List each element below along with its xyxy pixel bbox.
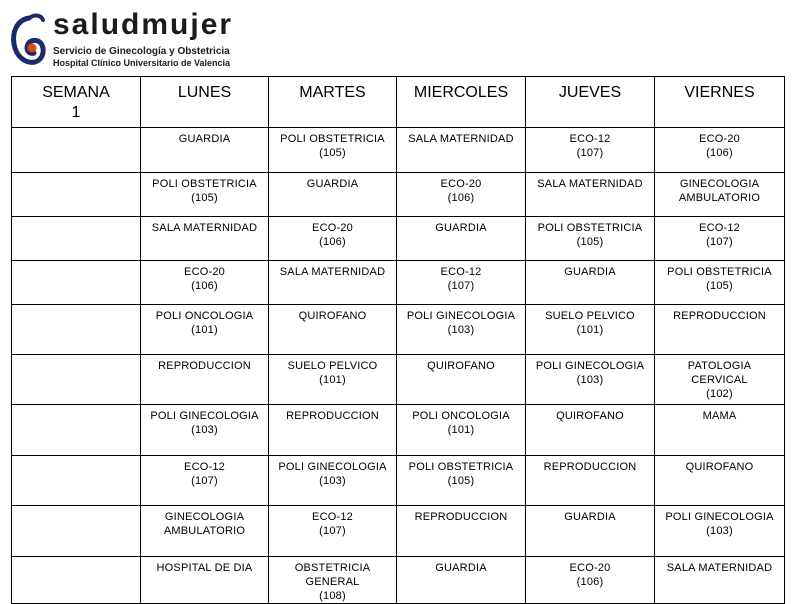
- table-row: [12, 355, 785, 405]
- schedule-cell: [397, 305, 526, 355]
- cell-text: (107): [319, 525, 346, 537]
- cell-text: (105): [447, 475, 475, 487]
- cell-text: ECO-12: [312, 511, 353, 523]
- cell-text: ECO-12: [440, 266, 482, 278]
- cell-text: POLI GINECOLOGIA: [535, 360, 645, 372]
- schedule-cell: [141, 355, 269, 405]
- schedule-cell: [526, 128, 655, 173]
- cell-text: (107): [447, 280, 475, 292]
- schedule-cell: [655, 305, 785, 355]
- cell-text: (107): [191, 475, 218, 487]
- cell-text: GUARDIA: [564, 511, 616, 523]
- cell-text: GENERAL: [305, 576, 360, 588]
- week-cell: [12, 305, 141, 355]
- cell-text: REPRODUCCION: [286, 410, 379, 422]
- schedule-cell: [526, 261, 655, 305]
- schedule-cell: [269, 405, 397, 456]
- header-label: JUEVES: [558, 84, 622, 101]
- cell-text: (106): [447, 192, 475, 204]
- table-row: [12, 456, 785, 506]
- week-header: [12, 77, 141, 128]
- schedule-cell: [269, 128, 397, 173]
- week-cell: [12, 405, 141, 456]
- schedule-cell: [397, 217, 526, 261]
- logo-subtitle-hospital: Hospital Clínico Universitario de Valencia: [53, 58, 231, 68]
- schedule-cell: [655, 405, 785, 456]
- schedule-cell: [655, 506, 785, 557]
- cell-text: SALA MATERNIDAD: [408, 133, 514, 145]
- schedule-cell: [397, 456, 526, 506]
- cell-text: QUIROFANO: [298, 310, 367, 322]
- schedule-cell: [141, 405, 269, 456]
- cell-text: (105): [191, 192, 218, 204]
- header-label: 1: [71, 104, 81, 121]
- cell-text: (101): [319, 374, 346, 386]
- cell-text: POLI GINECOLOGIA: [278, 461, 387, 473]
- schedule-cell: [269, 305, 397, 355]
- cell-text: PATOLOGIA: [687, 360, 752, 372]
- cell-text: AMBULATORIO: [678, 192, 761, 204]
- week-cell: [12, 173, 141, 217]
- thursday-header: [526, 77, 655, 128]
- cell-text: SUELO PELVICO: [545, 310, 635, 322]
- cell-text: SALA MATERNIDAD: [151, 222, 258, 234]
- table-row: [12, 506, 785, 557]
- cell-text: (103): [576, 374, 604, 386]
- cell-text: (105): [319, 147, 346, 159]
- schedule-cell: [397, 405, 526, 456]
- header-label: VIERNES: [684, 84, 755, 101]
- week-cell: [12, 506, 141, 557]
- table-row: [12, 173, 785, 217]
- schedule-cell: [141, 305, 269, 355]
- weekly-schedule-table: [11, 76, 785, 604]
- cell-text: (108): [319, 590, 346, 602]
- schedule-cell: [655, 173, 785, 217]
- cell-text: (103): [447, 324, 475, 336]
- schedule-cell: [141, 506, 269, 557]
- schedule-cell: [526, 217, 655, 261]
- schedule-cell: [141, 557, 269, 604]
- cell-text: (101): [576, 324, 604, 336]
- cell-text: HOSPITAL DE DIA: [156, 562, 253, 574]
- cell-text: GUARDIA: [306, 178, 359, 190]
- schedule-cell: [655, 355, 785, 405]
- cell-text: (106): [706, 147, 733, 159]
- schedule-cell: [526, 305, 655, 355]
- week-cell: [12, 217, 141, 261]
- cell-text: GUARDIA: [435, 222, 487, 234]
- cell-text: SUELO PELVICO: [287, 360, 378, 372]
- monday-header: [141, 77, 269, 128]
- schedule-cell: [655, 128, 785, 173]
- friday-header: [655, 77, 785, 128]
- schedule-cell: [655, 557, 785, 604]
- cell-text: QUIROFANO: [556, 410, 624, 422]
- schedule-cell: [141, 173, 269, 217]
- cell-text: POLI OBSTETRICIA: [408, 461, 514, 473]
- cell-text: (106): [576, 576, 604, 588]
- schedule-cell: [526, 405, 655, 456]
- table-row: [12, 305, 785, 355]
- table-row: [12, 405, 785, 456]
- header-row: [12, 77, 785, 128]
- schedule-cell: [526, 173, 655, 217]
- cell-text: GUARDIA: [178, 133, 231, 145]
- cell-text: ECO-12: [569, 133, 611, 145]
- cell-text: ECO-20: [569, 562, 611, 574]
- week-cell: [12, 557, 141, 604]
- schedule-cell: [397, 355, 526, 405]
- cell-text: ECO-12: [184, 461, 225, 473]
- cell-text: (101): [447, 424, 475, 436]
- schedule-cell: [397, 128, 526, 173]
- cell-text: POLI ONCOLOGIA: [412, 410, 510, 422]
- logo-name: saludmujer: [53, 8, 234, 41]
- week-cell: [12, 355, 141, 405]
- wednesday-header: [397, 77, 526, 128]
- schedule-cell: [526, 355, 655, 405]
- cell-text: GUARDIA: [564, 266, 616, 278]
- table-row: [12, 128, 785, 173]
- header-label: SEMANA: [42, 84, 110, 101]
- schedule-cell: [655, 217, 785, 261]
- cell-text: QUIROFANO: [685, 461, 754, 473]
- cell-text: ECO-20: [440, 178, 482, 190]
- cell-text: ECO-20: [312, 222, 353, 234]
- schedule-cell: [526, 456, 655, 506]
- cell-text: GINECOLOGIA: [164, 511, 245, 523]
- cell-text: POLI GINECOLOGIA: [150, 410, 259, 422]
- schedule-cell: [141, 261, 269, 305]
- cell-text: REPRODUCCION: [673, 310, 766, 322]
- schedule-cell: [269, 261, 397, 305]
- week-cell: [12, 261, 141, 305]
- schedule-cell: [141, 217, 269, 261]
- cell-text: REPRODUCCION: [543, 461, 637, 473]
- schedule-cell: [269, 355, 397, 405]
- cell-text: POLI OBSTETRICIA: [152, 178, 257, 190]
- header-label: LUNES: [177, 84, 232, 101]
- schedule-cell: [141, 456, 269, 506]
- table-row: [12, 217, 785, 261]
- schedule-cell: [269, 217, 397, 261]
- cell-text: SALA MATERNIDAD: [537, 178, 643, 190]
- schedule-cell: [655, 261, 785, 305]
- logo-emblem-icon: [9, 12, 49, 70]
- cell-text: (106): [191, 280, 218, 292]
- cell-text: (103): [706, 525, 733, 537]
- table-row: [12, 261, 785, 305]
- week-cell: [12, 456, 141, 506]
- cell-text: MAMA: [702, 410, 737, 422]
- cell-text: POLI GINECOLOGIA: [406, 310, 516, 322]
- cell-text: POLI OBSTETRICIA: [280, 133, 385, 145]
- cell-text: ECO-20: [699, 133, 740, 145]
- schedule-cell: [269, 173, 397, 217]
- schedule-cell: [397, 173, 526, 217]
- cell-text: (107): [706, 236, 733, 248]
- schedule-cell: [655, 456, 785, 506]
- logo-subtitle-service: Servicio de Ginecología y Obstetricia: [53, 46, 230, 57]
- cell-text: POLI GINECOLOGIA: [665, 511, 774, 523]
- schedule-cell: [269, 456, 397, 506]
- cell-text: REPRODUCCION: [158, 360, 251, 372]
- cell-text: (105): [706, 280, 733, 292]
- cell-text: GUARDIA: [435, 562, 487, 574]
- cell-text: (102): [706, 388, 733, 400]
- cell-text: (103): [191, 424, 218, 436]
- table-row: [12, 557, 785, 604]
- schedule-cell: [397, 261, 526, 305]
- week-cell: [12, 128, 141, 173]
- schedule-cell: [141, 128, 269, 173]
- schedule-cell: [526, 557, 655, 604]
- cell-text: OBSTETRICIA: [294, 562, 371, 574]
- salud-mujer-logo: [9, 8, 249, 72]
- cell-text: POLI OBSTETRICIA: [667, 266, 772, 278]
- cell-text: REPRODUCCION: [414, 511, 508, 523]
- cell-text: (103): [319, 475, 346, 487]
- cell-text: POLI OBSTETRICIA: [537, 222, 643, 234]
- cell-text: POLI ONCOLOGIA: [155, 310, 254, 322]
- cell-text: ECO-12: [699, 222, 740, 234]
- cell-text: SALA MATERNIDAD: [279, 266, 386, 278]
- header-label: MARTES: [299, 84, 366, 101]
- header-label: MIERCOLES: [413, 84, 509, 101]
- schedule-cell: [397, 506, 526, 557]
- cell-text: ECO-20: [184, 266, 225, 278]
- schedule-cell: [269, 557, 397, 604]
- cell-text: SALA MATERNIDAD: [666, 562, 773, 574]
- schedule-table-wrapper: [11, 76, 785, 604]
- cell-text: CERVICAL: [691, 374, 748, 386]
- schedule-body: [12, 128, 785, 604]
- cell-text: AMBULATORIO: [163, 525, 246, 537]
- schedule-cell: [269, 506, 397, 557]
- schedule-cell: [526, 506, 655, 557]
- cell-text: (105): [576, 236, 604, 248]
- cell-text: (101): [191, 324, 218, 336]
- tuesday-header: [269, 77, 397, 128]
- cell-text: (107): [576, 147, 604, 159]
- cell-text: GINECOLOGIA: [679, 178, 760, 190]
- schedule-cell: [397, 557, 526, 604]
- cell-text: QUIROFANO: [427, 360, 495, 372]
- cell-text: (106): [319, 236, 346, 248]
